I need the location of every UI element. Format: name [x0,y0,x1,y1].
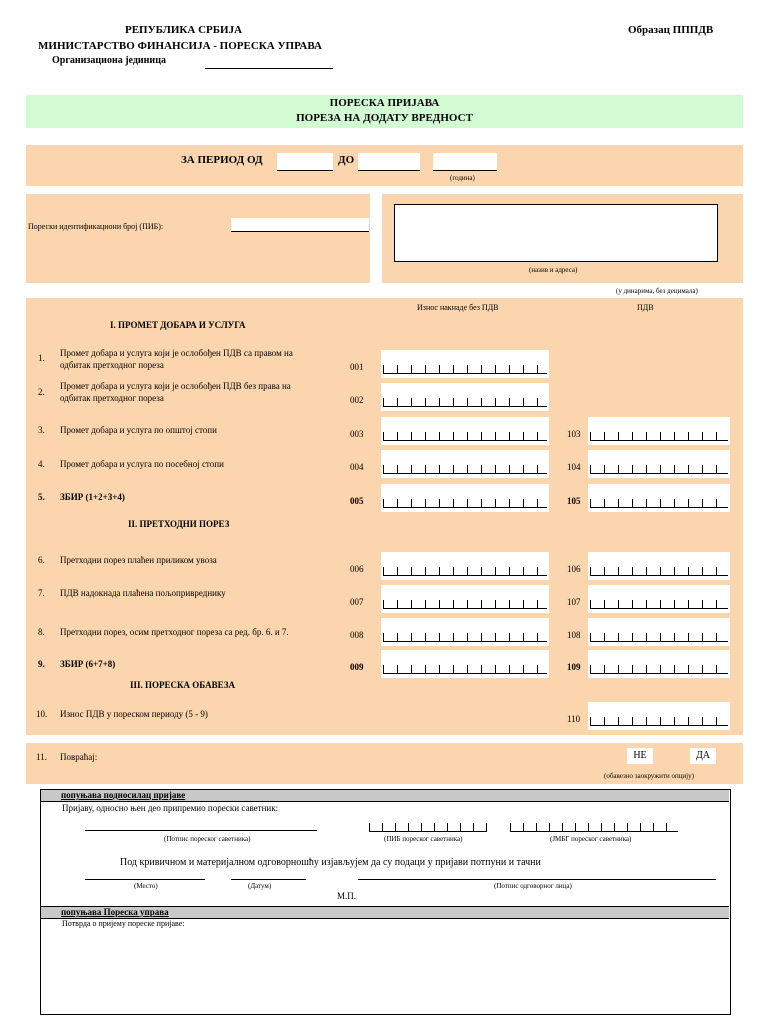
place-input[interactable] [85,868,205,880]
row-label: Претходни порез, осим претходног пореза са ред. бр. 6. и 7. [60,627,289,637]
resp-sign-caption: (Потпис одговорног лица) [494,882,572,890]
code-002: 002 [350,395,364,405]
org-unit-input[interactable] [205,56,333,69]
submitter-bar: попуњава подносилац пријаве [41,790,729,802]
date-caption: (Датум) [248,882,272,890]
refund-band [26,743,743,784]
row-num: 1. [38,353,45,363]
code-003: 003 [350,429,364,439]
code-008: 008 [350,630,364,640]
name-address-input[interactable] [394,204,718,262]
field-105[interactable] [588,484,730,512]
refund-num: 11. [36,752,47,762]
year-input[interactable] [433,153,497,171]
period-to-label: ДО [338,154,355,166]
form-code: Образац ПППДВ [628,24,714,36]
row-num: 4. [38,459,45,469]
place-caption: (Место) [134,882,158,890]
pib-label: Порески идентификациони број (ПИБ): [28,222,164,231]
year-caption: (година) [450,174,475,182]
period-from-input[interactable] [277,153,333,171]
advisor-sign-line[interactable] [85,818,317,831]
code-004: 004 [350,462,364,472]
field-001[interactable] [381,350,549,378]
code-109: 109 [567,662,581,672]
stamp-place: М.П. [337,891,357,901]
field-108[interactable] [588,618,730,646]
section1-title: I. ПРОМЕТ ДОБАРА И УСЛУГА [110,320,246,330]
field-006[interactable] [381,552,549,580]
refund-yes-option[interactable]: ДА [690,748,716,764]
row-label: Промет добара и услуга по посебној стопи [60,459,224,469]
code-110: 110 [567,714,581,724]
title-line2: ПОРЕЗА НА ДОДАТУ ВРЕДНОСТ [296,112,473,124]
code-106: 106 [567,564,581,574]
field-004[interactable] [381,450,549,478]
row-label: ПДВ надокнада плаћена пољопривреднику [60,588,226,598]
code-001: 001 [350,362,364,372]
advisor-jmbg-input[interactable] [510,823,678,832]
code-108: 108 [567,630,581,640]
refund-label: Повраћај: [60,752,98,762]
col-vat-header: ПДВ [637,303,654,312]
office-bar: попуњава Пореска управа [41,906,729,919]
field-007[interactable] [381,585,549,613]
row-num: 2. [38,387,45,397]
field-107[interactable] [588,585,730,613]
advisor-jmbg-caption: (ЈМБГ пореског саветника) [550,835,632,843]
field-005[interactable] [381,484,549,512]
declaration-text: Под кривичном и материјалном одговорношћу изјављујем да су подаци у пријави потпуни и тачни [120,857,541,868]
field-009[interactable] [381,650,549,678]
refund-no-option[interactable]: НЕ [627,748,653,764]
receipt-label: Потврда о пријему пореске пријаве: [62,919,185,928]
row-label: Износ ПДВ у пореском периоду (5 - 9) [60,709,208,719]
code-107: 107 [567,597,581,607]
field-103[interactable] [588,417,730,445]
republic-title: РЕПУБЛИКА СРБИЈА [125,24,243,36]
row-label: ЗБИР (1+2+3+4) [60,492,125,502]
code-104: 104 [567,462,581,472]
row-num: 5. [38,492,45,502]
ministry-title: МИНИСТАРСТВО ФИНАНСИЈА - ПОРЕСКА УПРАВА [38,40,322,52]
row-num: 10. [36,709,48,719]
code-009: 009 [350,662,364,672]
pib-input[interactable] [231,218,369,232]
code-105: 105 [567,496,581,506]
resp-sign-line[interactable] [358,868,716,880]
row-num: 9. [38,659,45,669]
field-109[interactable] [588,650,730,678]
code-007: 007 [350,597,364,607]
title-band [26,95,743,128]
advisor-text: Пријаву, односно њен део припремио порески саветник: [62,803,279,813]
row-num: 3. [38,425,45,435]
advisor-sign-caption: (Потпис пореског саветника) [164,835,251,843]
period-band [26,145,743,186]
field-106[interactable] [588,552,730,580]
pib-band [26,194,370,283]
section2-title: II. ПРЕТХОДНИ ПОРЕЗ [128,519,230,529]
section3-title: III. ПОРЕСКА ОБАВЕЗА [130,680,235,690]
col-amount-header: Износ накнаде без ПДВ [417,303,499,312]
row-num: 6. [38,555,45,565]
period-from-label: ЗА ПЕРИОД ОД [181,154,263,166]
units-note: (у динарима, без децимала) [616,287,698,295]
code-103: 103 [567,429,581,439]
refund-note: (обавезно заокружити опцију) [604,772,694,780]
code-006: 006 [350,564,364,574]
address-band [382,194,743,283]
row-num: 7. [38,588,45,598]
row-label: Промет добара и услуга по општој стопи [60,425,217,435]
advisor-pib-input[interactable] [369,823,487,832]
period-to-input[interactable] [358,153,420,171]
date-input[interactable] [231,868,306,880]
field-008[interactable] [381,618,549,646]
row-label: Промет добара и услуга који је ослобођен ПДВ без права на одбитак претходног пореза [60,381,291,403]
address-caption: (назив и адреса) [529,266,578,274]
advisor-pib-caption: (ПИБ пореског саветника) [384,835,463,843]
field-104[interactable] [588,450,730,478]
org-unit-label: Организациона јединица [52,55,166,66]
row-label: Промет добара и услуга који је ослобођен ПДВ са правом на одбитак претходног пореза [60,348,293,370]
row-label: Претходни порез плаћен приликом увоза [60,555,217,565]
field-003[interactable] [381,417,549,445]
row-num: 8. [38,627,45,637]
title-line1: ПОРЕСКА ПРИЈАВА [329,97,440,109]
field-110[interactable] [588,702,730,730]
field-002[interactable] [381,383,549,411]
code-005: 005 [350,496,364,506]
row-label: ЗБИР (6+7+8) [60,659,116,669]
